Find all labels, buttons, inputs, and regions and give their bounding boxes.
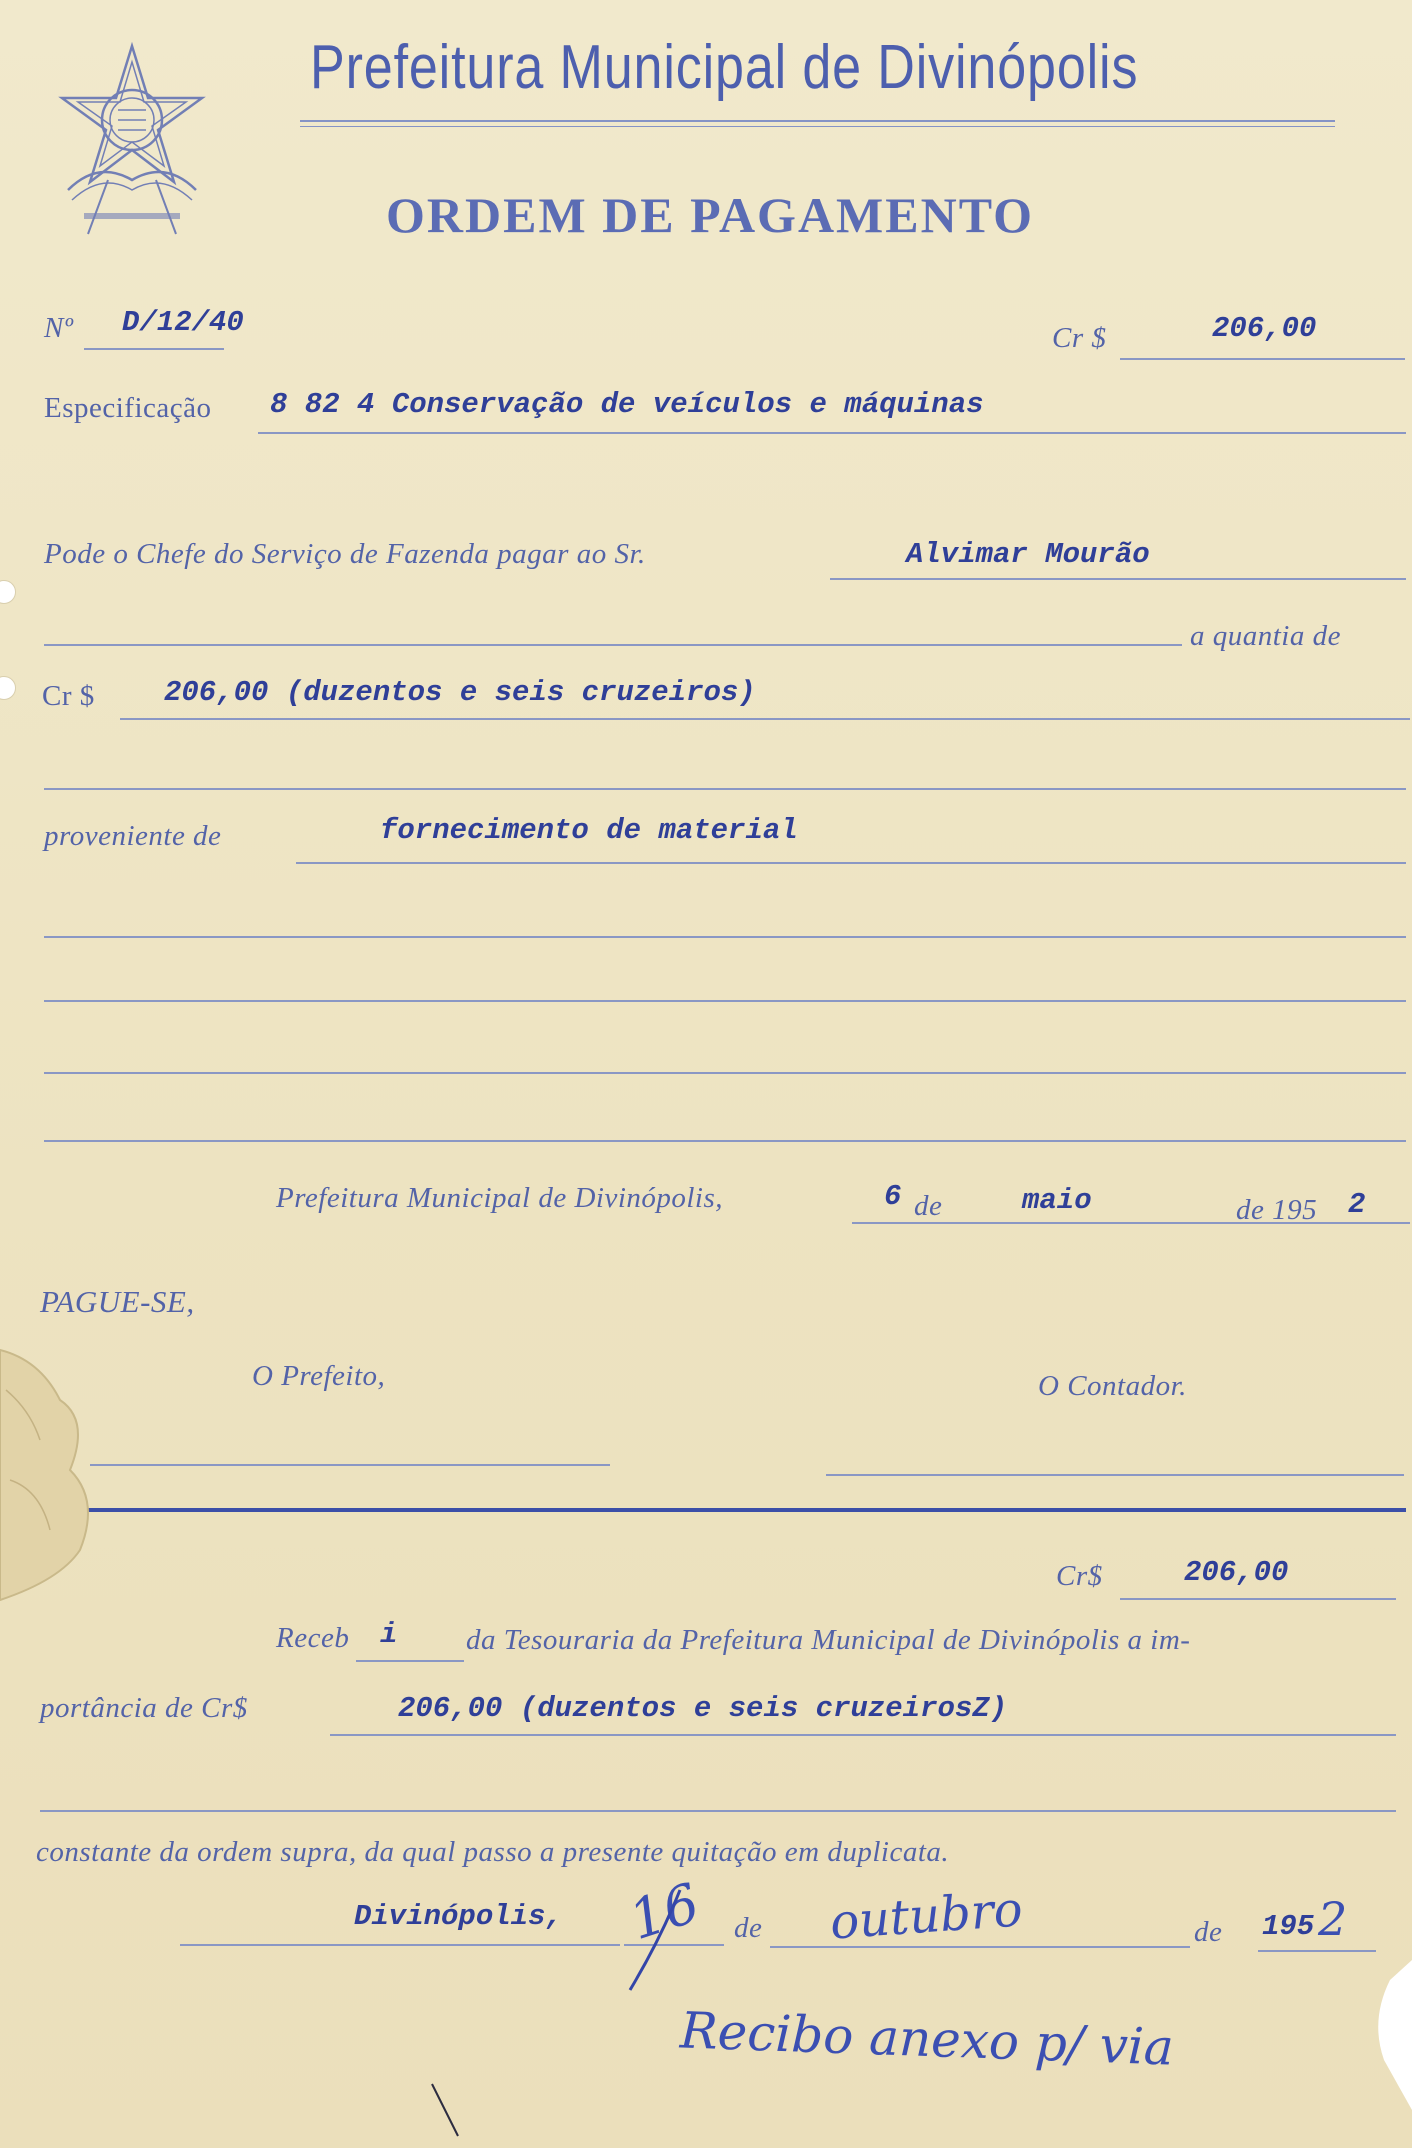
receb-label: Receb — [276, 1622, 350, 1654]
receb-line — [356, 1660, 464, 1662]
receb-fill: i — [380, 1618, 398, 1651]
payee-line — [830, 578, 1406, 580]
receipt-currency-label: Cr$ — [1056, 1560, 1103, 1592]
blank-line-1 — [44, 936, 1406, 938]
contador-label: O Contador. — [1038, 1370, 1187, 1402]
number-label: Nº — [44, 312, 74, 344]
payee-line-2 — [44, 644, 1182, 646]
contador-signature-line — [826, 1474, 1404, 1476]
pague-se-label: PAGUE-SE, — [40, 1284, 195, 1319]
importancia-label: portância de Cr$ — [40, 1692, 248, 1724]
date-de-1: de — [914, 1190, 943, 1222]
pay-instruction: Pode o Chefe do Serviço de Fazenda pagar ao Sr. — [44, 538, 646, 570]
specification-value: 8 82 4 Conservação de veículos e máquinas — [270, 388, 984, 421]
receipt-day-handwritten: 16 — [621, 1870, 707, 1953]
receipt-de-2: de — [1194, 1916, 1223, 1948]
handwritten-note: Recibo anexo p/ via — [679, 2001, 1175, 2077]
receipt-month-handwritten: outubro — [828, 1881, 1025, 1951]
origin-value: fornecimento de material — [380, 814, 798, 847]
blank-line-4 — [44, 1140, 1406, 1142]
section-separator — [44, 1508, 1406, 1512]
quantity-line — [120, 718, 1410, 720]
quantity-currency-label: Cr $ — [42, 680, 95, 712]
prefeito-label: O Prefeito, — [252, 1360, 386, 1392]
signature-stroke-icon — [610, 1880, 730, 2000]
importancia-value: 206,00 (duzentos e seis cruzeirosZ) — [398, 1692, 1008, 1725]
specification-line — [258, 432, 1406, 434]
punch-hole-top — [0, 580, 16, 604]
date-year-digit: 2 — [1348, 1188, 1366, 1221]
prefeito-signature-line — [90, 1464, 610, 1466]
header-rule — [300, 120, 1335, 122]
origin-label: proveniente de — [44, 820, 222, 852]
brazil-coat-of-arms-icon — [48, 40, 216, 240]
origin-line — [296, 862, 1406, 864]
blank-line-2 — [44, 1000, 1406, 1002]
header-rule-thin — [300, 126, 1335, 127]
number-line — [84, 348, 224, 350]
torn-edge-icon — [1360, 1960, 1412, 2110]
punch-hole-bottom — [0, 676, 16, 700]
receipt-year-handwritten: 2 — [1318, 1892, 1348, 1946]
importancia-line — [330, 1734, 1396, 1736]
form-title: ORDEM DE PAGAMENTO — [386, 187, 1035, 243]
municipality-title: Prefeitura Municipal de Divinópolis — [310, 33, 1139, 102]
order-number: D/12/40 — [122, 306, 244, 339]
quantity-value: 206,00 (duzentos e seis cruzeiros) — [164, 676, 756, 709]
receipt-year-typed: 195 — [1262, 1910, 1315, 1943]
currency-label: Cr $ — [1052, 322, 1107, 354]
date-line — [852, 1222, 1410, 1224]
receipt-amount: 206,00 — [1184, 1556, 1289, 1589]
date-month: maio — [1022, 1184, 1092, 1217]
payee-name: Alvimar Mourão — [906, 538, 1150, 571]
constante-text: constante da ordem supra, da qual passo a presente quitação em duplicata. — [36, 1836, 950, 1868]
receipt-blank-line — [40, 1810, 1396, 1812]
quantity-text: a quantia de — [1190, 620, 1341, 652]
receipt-month-line — [770, 1946, 1190, 1948]
specification-label: Especificação — [44, 392, 212, 424]
date-de-2: de 195 — [1236, 1194, 1318, 1226]
receipt-de-1: de — [734, 1912, 763, 1944]
pen-mark-icon — [428, 2080, 468, 2140]
date-day: 6 — [884, 1180, 902, 1213]
order-amount: 206,00 — [1212, 312, 1317, 345]
receipt-place-line — [180, 1944, 620, 1946]
receipt-place: Divinópolis, — [354, 1900, 563, 1933]
blank-line-3 — [44, 1072, 1406, 1074]
amount-line — [1120, 358, 1405, 360]
receipt-year-line — [1258, 1950, 1376, 1952]
receipt-text-1: da Tesouraria da Prefeitura Municipal de Divinópolis a im- — [466, 1624, 1191, 1656]
date-place: Prefeitura Municipal de Divinópolis, — [276, 1182, 724, 1214]
torn-paper-icon — [0, 1330, 120, 1610]
receipt-amount-line — [1120, 1598, 1396, 1600]
quantity-line-2 — [44, 788, 1406, 790]
